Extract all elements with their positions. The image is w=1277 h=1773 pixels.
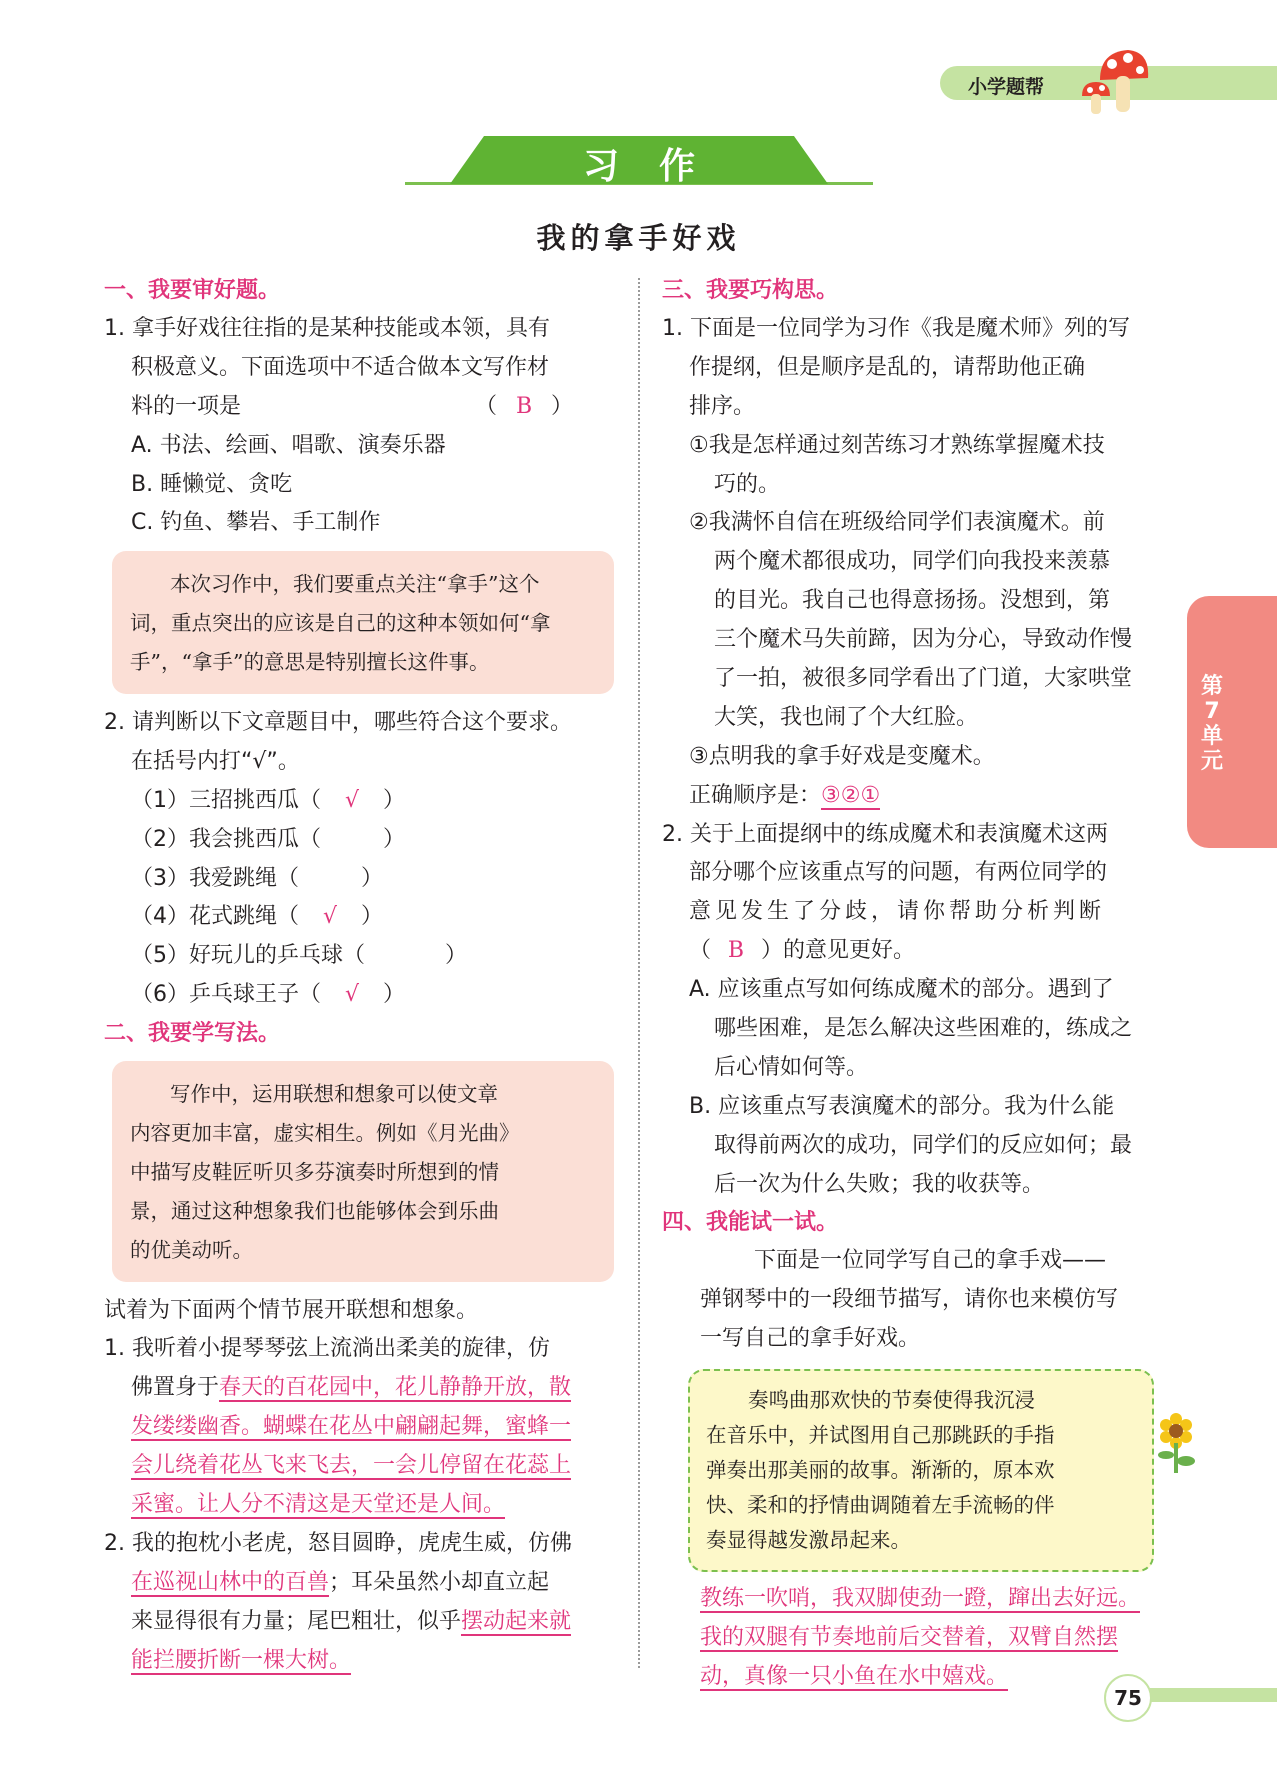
section-1-title: 一、我要审好题。 [104,278,281,303]
intro-line: 一写自己的拿手好戏。 [700,1326,921,1352]
section-3-title: 三、我要巧构思。 [662,278,839,303]
option-c: C. 钓鱼、攀岩、手工制作 [131,510,381,536]
outline-item-2: ②我满怀自信在班级给同学们表演魔术。前 [689,510,1105,536]
sunflower-icon [1152,1407,1200,1477]
tip-line: 景，通过这种想象我们也能够体会到乐曲 [130,1198,499,1223]
paren-open: （ [475,393,498,419]
tip-line: 手”，“拿手”的意思是特别擅长这件事。 [130,650,490,675]
unit-label: 第7单元 [1200,674,1223,774]
mushroom-icon [1060,42,1150,122]
answer-text: 动，真像一只小鱼在水中嬉戏。 [700,1663,1009,1689]
r-q1-line: 1. 下面是一位同学为习作《我是魔术师》列的写 [662,316,1130,341]
tip-line: 内容更加丰富，虚实相生。例如《月光曲》 [130,1121,520,1146]
paren-close: ） [361,865,384,891]
p1-line [104,1447,614,1486]
outline-item-2: 的目光。我自己也得意扬扬。没想到，第 [714,588,1111,614]
page-number: 75 [1104,1674,1152,1722]
example-line: 奏显得越发激昂起来。 [706,1528,911,1553]
answer-line [662,1619,1174,1658]
p1-text: 佛置身于 [131,1375,220,1401]
r-q2-answer: B [727,938,745,964]
outline-question-1 [662,310,1174,816]
column-divider [638,278,640,1668]
q2-line: 2. 请判断以下文章题目中，哪些符合这个要求。 [104,710,572,736]
paren-close: ） [551,393,574,419]
example-line: 奏鸣曲那欢快的节奏使得我沉浸 [748,1388,1035,1413]
p2-line [104,1642,614,1681]
title-banner [405,134,873,186]
section-2-title: 二、我要学写法。 [104,1021,281,1047]
option-a: A. 应该重点写如何练成魔术的部分。遇到了 [689,977,1114,1003]
paren-close: ） [383,787,406,813]
p2-answer: 摆动起来就 [461,1608,572,1634]
paren-close: ） [383,826,406,852]
outline-item-2: 大笑，我也闹了个大红脸。 [714,704,979,730]
option-b: 取得前两次的成功，同学们的反应如何；最 [714,1132,1133,1158]
answer-text: 教练一吹哨，我双脚使劲一蹬，蹿出去好远。 [700,1586,1141,1612]
practice-1 [104,1330,614,1524]
right-column [662,272,1174,1697]
essay-subtitle: 我的拿手好戏 [536,221,741,255]
p1-answer: 春天的百花园中，花儿静静开放，散 [219,1375,572,1401]
left-column [104,272,614,1681]
p1-line [104,1369,614,1408]
q2-item [104,937,614,976]
paren-open: （ [689,938,712,964]
p2-line: 2. 我的抱枕小老虎，怒目圆睁，虎虎生威，仿佛 [104,1530,572,1556]
q2-item [104,821,614,860]
answer-text: 我的双腿有节奏地前后交替着，双臂自然摆 [700,1625,1119,1651]
item-label: （3）我爱跳绳（ [131,865,299,891]
q1-line-answer [104,388,614,427]
p1-line [104,1408,614,1447]
q2-line: 在括号内打“√”。 [131,748,300,774]
tip-box-1 [112,551,614,694]
p2-text: 来显得很有力量；尾巴粗壮，似乎 [131,1608,462,1634]
outline-item-2: 三个魔术马失前蹄，因为分心，导致动作慢 [714,627,1133,653]
tip-line: 本次习作中，我们要重点关注“拿手”这个 [170,572,540,597]
outline-question-2 [662,816,1174,1205]
practice-2 [104,1525,614,1681]
check-mark: √ [322,904,338,930]
r-q1-line: 排序。 [689,393,756,419]
order-answer: ③②① [821,782,881,808]
r-q1-line: 作提纲，但是顺序是乱的，请帮助他正确 [689,354,1086,380]
outline-item-1: 巧的。 [714,471,781,497]
option-b: B. 睡懒觉、贪吃 [131,471,293,497]
option-a: 后心情如何等。 [714,1054,869,1080]
brand-label: 小学题帮 [968,76,1045,98]
order-label: 正确顺序是： [689,782,822,808]
example-line: 弹奏出那美丽的故事。渐渐的，原本欢 [706,1458,1055,1483]
item-label: （5）好玩儿的乒乓球（ [131,943,365,969]
r-q2-answer-line [662,932,1174,971]
p2-answer: 能拦腰折断一棵大树。 [131,1647,352,1673]
tip-line: 的优美动听。 [130,1237,253,1262]
item-label: （4）花式跳绳（ [131,904,299,930]
paren-close: ） [445,943,468,969]
item-label: （1）三招挑西瓜（ [131,787,321,813]
check-mark: √ [344,982,360,1008]
example-box [688,1369,1154,1572]
try-intro [662,1242,1174,1359]
p2-answer: 在巡视山林中的百兽 [131,1569,330,1595]
check-mark: √ [344,787,360,813]
p1-line: 1. 我听着小提琴琴弦上流淌出柔美的旋律，仿 [104,1336,550,1362]
page-title: 习作 [582,146,735,187]
option-b: B. 应该重点写表演魔术的部分。我为什么能 [689,1093,1115,1119]
p2-line [104,1564,614,1603]
r-q2-line: 2. 关于上面提纲中的练成魔术和表演魔术这两 [662,821,1108,847]
q1-line: 积极意义。下面选项中不适合做本文写作材 [131,354,550,380]
question-1 [104,310,614,543]
q2-item [104,782,614,821]
p1-answer: 发缕缕幽香。蝴蝶在花丛中翩翩起舞，蜜蜂一 [131,1414,572,1440]
question-2 [104,704,614,1015]
intro-line: 弹钢琴中的一段细节描写，请你也来模仿写 [700,1287,1119,1313]
q2-item [104,976,614,1015]
example-line: 在音乐中，并试图用自己那跳跃的手指 [706,1423,1055,1448]
p2-text: ；耳朵虽然小却直立起 [329,1569,550,1595]
tip-line: 中描写皮鞋匠听贝多芬演奏时所想到的情 [130,1159,499,1184]
p2-line [104,1603,614,1642]
r-q2-text: ）的意见更好。 [761,938,916,964]
option-b: 后一次为什么失败；我的收获等。 [714,1171,1045,1197]
item-label: （6）乒乓球王子（ [131,982,321,1008]
r-q2-line: 意见发生了分歧，请你帮助分析判断 [689,899,1106,925]
section-4-title: 四、我能试一试。 [662,1210,839,1236]
paren-close: ） [383,982,406,1008]
example-line: 快、柔和的抒情曲调随着左手流畅的伴 [706,1493,1055,1518]
answer-line [662,1580,1174,1619]
paren-close: ） [361,904,384,930]
q1-answer: B [515,393,533,419]
outline-item-2: 了一拍，被很多同学看出了门道，大家哄堂 [714,666,1133,692]
q1-line-text: 料的一项是 [131,393,242,419]
q2-item [104,898,614,937]
outline-item-3: ③点明我的拿手好戏是变魔术。 [689,743,995,769]
p1-line [104,1486,614,1525]
item-label: （2）我会挑西瓜（ [131,826,321,852]
q2-item [104,860,614,899]
option-a: A. 书法、绘画、唱歌、演奏乐器 [131,432,446,458]
outline-item-2: 两个魔术都很成功，同学们向我投来羡慕 [714,549,1111,575]
tip-line: 词，重点突出的应该是自己的这种本领如何“拿 [130,611,551,636]
outline-item-1: ①我是怎样通过刻苦练习才熟练掌握魔术技 [689,432,1105,458]
tip-box-2 [112,1061,614,1281]
r-q2-line: 部分哪个应该重点写的问题，有两位同学的 [689,860,1108,886]
p1-answer: 采蜜。让人分不清这是天堂还是人间。 [131,1492,506,1518]
intro-line: 下面是一位同学写自己的拿手戏—— [754,1248,1107,1274]
order-answer-line [662,777,1174,816]
student-answer [662,1580,1174,1697]
answer-line [662,1658,1174,1697]
p1-answer: 会儿绕着花丛飞来飞去，一会儿停留在花蕊上 [131,1453,572,1479]
q1-line: 1. 拿手好戏往往指的是某种技能或本领，具有 [104,316,550,341]
option-a: 哪些困难，是怎么解决这些困难的，练成之 [714,1016,1133,1042]
tip-line: 写作中，运用联想和想象可以使文章 [170,1082,498,1107]
practice-intro: 试着为下面两个情节展开联想和想象。 [104,1297,479,1323]
